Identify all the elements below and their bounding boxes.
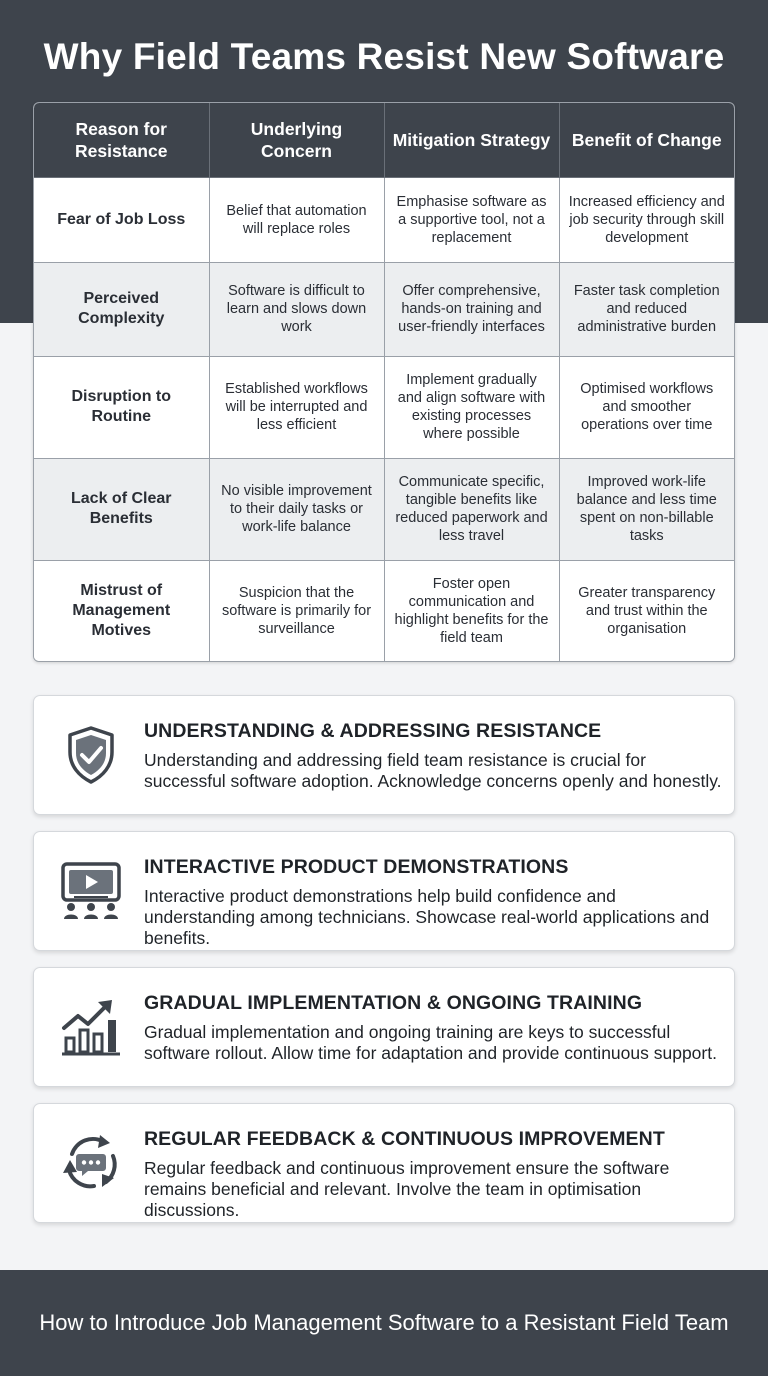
reason-cell: Perceived Complexity	[34, 262, 209, 356]
table-row	[34, 262, 734, 356]
reason-cell: Fear of Job Loss	[34, 177, 209, 262]
card-heading: UNDERSTANDING & ADDRESSING RESISTANCE	[144, 720, 602, 742]
page-title: Why Field Teams Resist New Software	[43, 36, 725, 77]
mitigation-cell: Communicate specific, tangible benefits like reduced paperwork and less travel	[384, 458, 559, 560]
benefit-cell: Faster task completion and reduced administrative burden	[559, 262, 734, 356]
table-row	[34, 177, 734, 262]
card-understanding-resistance	[33, 695, 735, 815]
card-text: Gradual implementation and ongoing training are keys to successful software rollout. Allow time for adaptation and provide continuous support.	[144, 1022, 717, 1063]
growth-chart-icon	[56, 994, 126, 1060]
card-text: Regular feedback and continuous improvement ensure the software remains beneficial and relevant. Involve the team in optimisation discussions.	[144, 1158, 670, 1220]
card-heading: REGULAR FEEDBACK & CONTINUOUS IMPROVEMENT	[144, 1128, 665, 1150]
shield-check-icon	[56, 722, 126, 788]
card-heading: GRADUAL IMPLEMENTATION & ONGOING TRAINING	[144, 992, 643, 1014]
mitigation-cell: Emphasise software as a supportive tool, not a replacement	[384, 177, 559, 262]
feedback-cycle-icon	[56, 1130, 126, 1196]
table-row	[34, 356, 734, 458]
column-header: Underlying Concern	[209, 103, 384, 177]
table-row	[34, 458, 734, 560]
concern-cell: Software is difficult to learn and slows down work	[209, 262, 384, 356]
benefit-cell: Greater transparency and trust within the organisation	[559, 560, 734, 661]
column-header: Benefit of Change	[559, 103, 734, 177]
reason-cell: Mistrust of Management Motives	[34, 560, 209, 661]
footer-text: How to Introduce Job Management Software to a Resistant Field Team	[39, 1310, 729, 1335]
footer-banner	[0, 1270, 768, 1376]
table-header-row	[34, 103, 734, 177]
table-row	[34, 560, 734, 661]
mitigation-cell: Foster open communication and highlight benefits for the field team	[384, 560, 559, 661]
benefit-cell: Optimised workflows and smoother operations over time	[559, 356, 734, 458]
concern-cell: Suspicion that the software is primarily for surveillance	[209, 560, 384, 661]
column-header: Reason for Resistance	[34, 103, 209, 177]
concern-cell: Established workflows will be interrupted and less efficient	[209, 356, 384, 458]
card-text: Understanding and addressing field team resistance is crucial for successful software adoption. Acknowledge concerns openly and honestly.	[144, 750, 722, 791]
concern-cell: Belief that automation will replace roles	[209, 177, 384, 262]
reason-cell: Lack of Clear Benefits	[34, 458, 209, 560]
card-product-demonstrations	[33, 831, 735, 951]
benefit-cell: Increased efficiency and job security through skill development	[559, 177, 734, 262]
video-presentation-icon	[56, 858, 126, 924]
resistance-table	[33, 102, 735, 662]
card-heading: INTERACTIVE PRODUCT DEMONSTRATIONS	[144, 856, 569, 878]
card-gradual-implementation	[33, 967, 735, 1087]
column-header: Mitigation Strategy	[384, 103, 559, 177]
mitigation-cell: Offer comprehensive, hands-on training and user-friendly interfaces	[384, 262, 559, 356]
benefit-cell: Improved work-life balance and less time spent on non-billable tasks	[559, 458, 734, 560]
card-feedback-improvement	[33, 1103, 735, 1223]
reason-cell: Disruption to Routine	[34, 356, 209, 458]
concern-cell: No visible improvement to their daily tasks or work-life balance	[209, 458, 384, 560]
mitigation-cell: Implement gradually and align software with existing processes where possible	[384, 356, 559, 458]
card-text: Interactive product demonstrations help build confidence and understanding among technicians. Showcase real-world applications and benefits.	[144, 886, 710, 948]
